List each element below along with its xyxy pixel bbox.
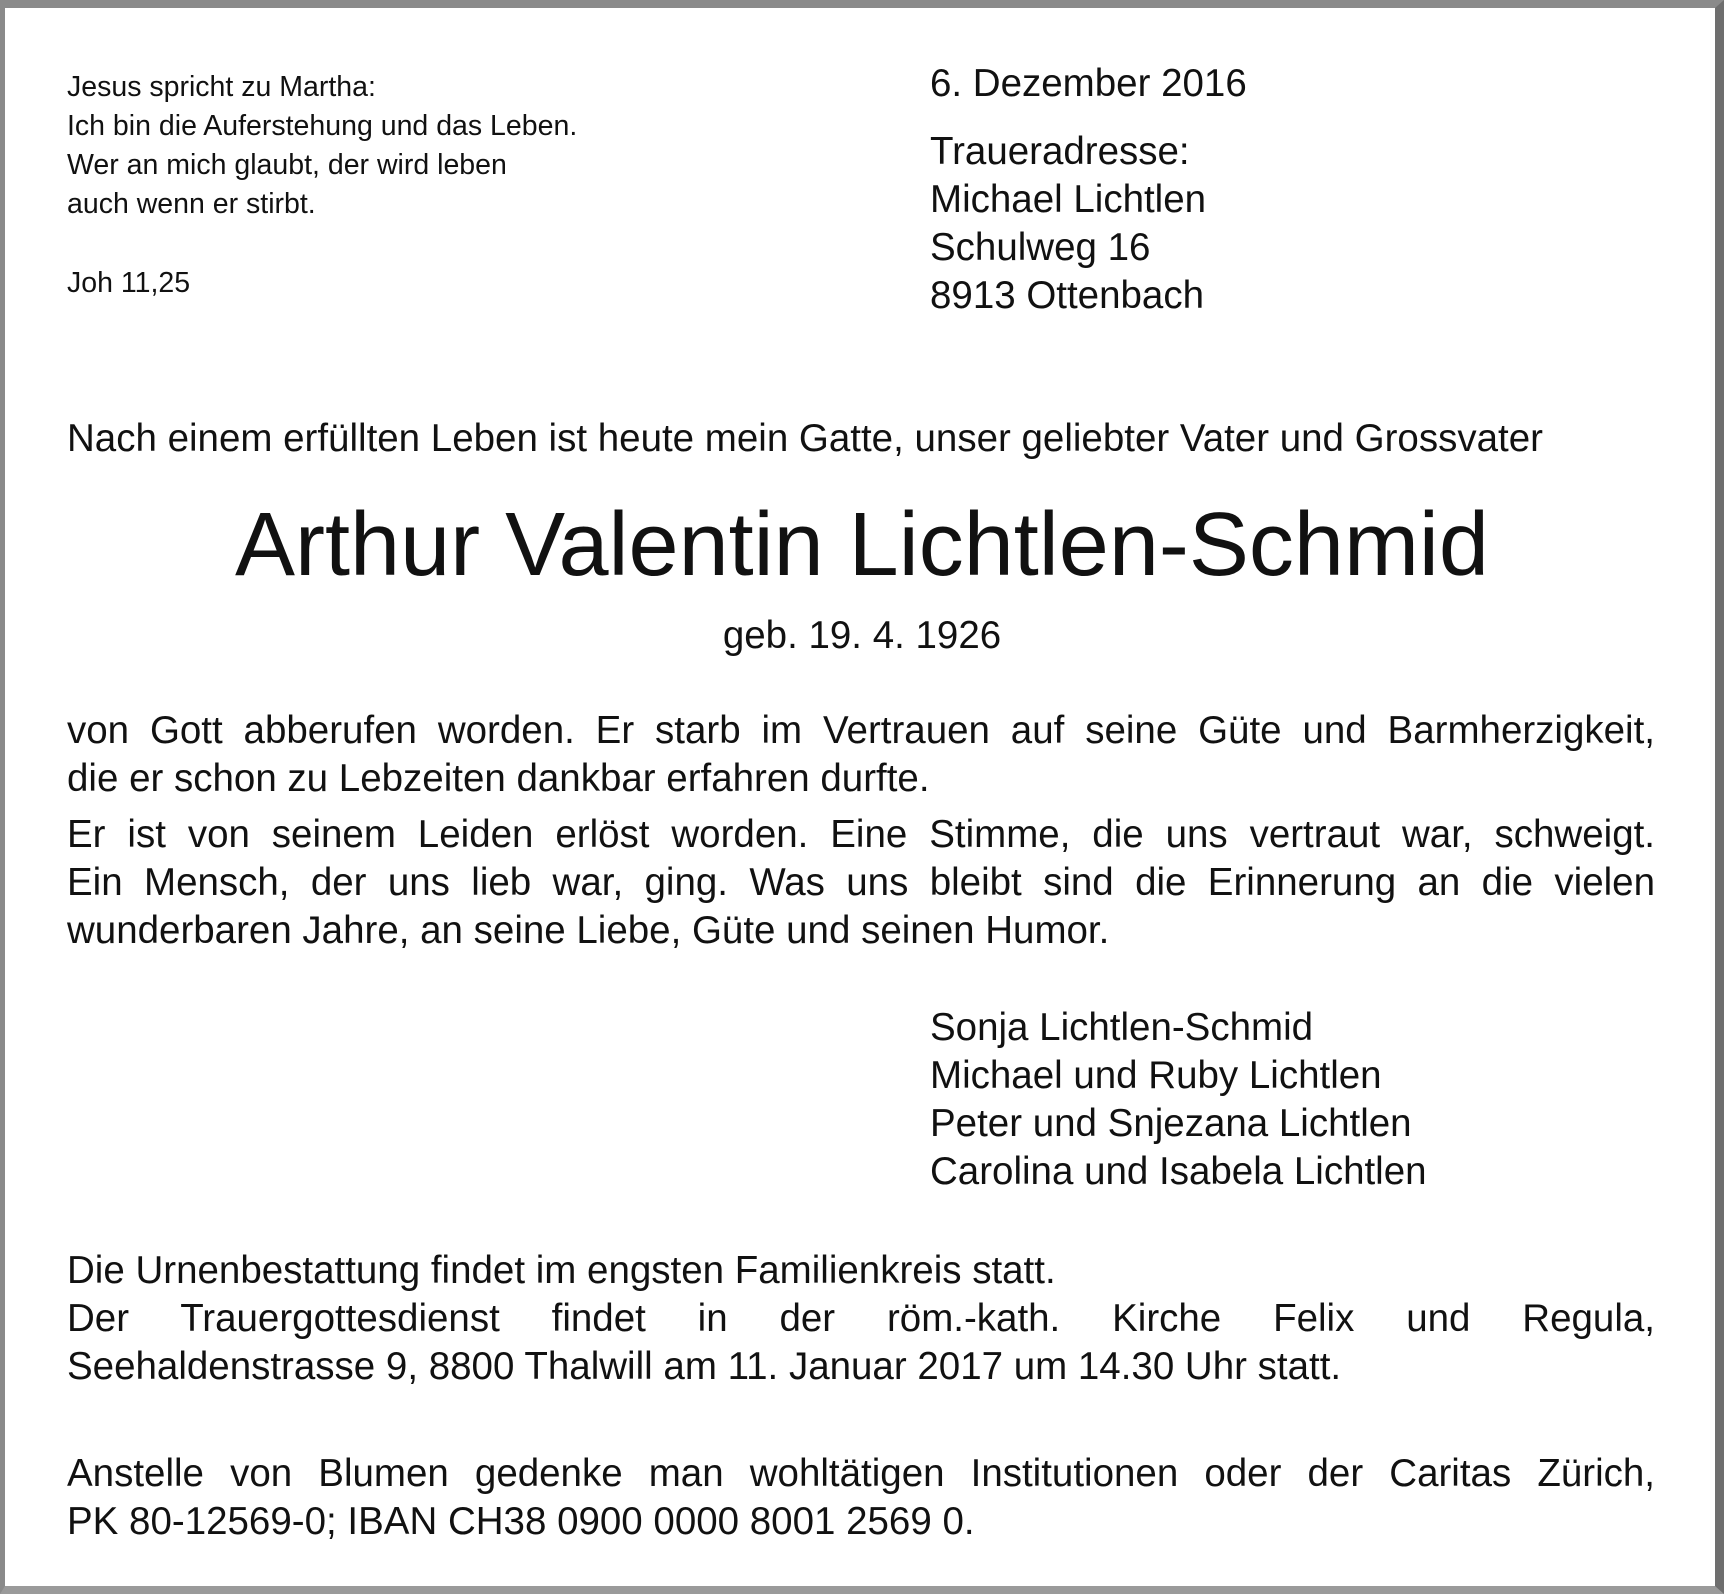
quote-line: Wer an mich glaubt, der wird leben xyxy=(67,149,507,181)
notice-date: 6. Dezember 2016 xyxy=(930,62,1247,105)
funeral-line: Seehaldenstrasse 9, 8800 Thalwill am 11. Januar 2017 um 14.30 Uhr statt. xyxy=(67,1345,1342,1388)
quote-line: auch wenn er stirbt. xyxy=(67,188,316,220)
family-signers xyxy=(930,1004,1427,1196)
address-line: 8913 Ottenbach xyxy=(930,274,1204,317)
quote-reference: Joh 11,25 xyxy=(67,267,191,299)
signer-name: Carolina und Isabela Lichtlen xyxy=(930,1150,1427,1193)
quote-line: Ich bin die Auferstehung und das Leben. xyxy=(67,110,578,142)
signer-name: Michael und Ruby Lichtlen xyxy=(930,1054,1382,1097)
paragraph-line: Er ist von seinem Leiden erlöst worden. Eine Stimme, die uns vertraut war, schweigt. xyxy=(67,813,1655,856)
signer-name: Peter und Snjezana Lichtlen xyxy=(930,1102,1412,1145)
bible-quote xyxy=(67,68,577,224)
mourning-address xyxy=(930,128,1206,320)
donation-line: Anstelle von Blumen gedenke man wohltätigen Institutionen oder der Caritas Zürich, xyxy=(67,1452,1655,1495)
donation-note xyxy=(67,1450,1655,1546)
paragraph-line: Ein Mensch, der uns lieb war, ging. Was uns bleibt sind die Erinnerung an die vielen xyxy=(67,861,1655,904)
deceased-name: Arthur Valentin Lichtlen-Schmid xyxy=(235,495,1489,595)
paragraph-line: wunderbaren Jahre, an seine Liebe, Güte und seinen Humor. xyxy=(67,909,1110,952)
address-line: Michael Lichtlen xyxy=(930,178,1207,221)
address-line: Schulweg 16 xyxy=(930,226,1151,269)
donation-line: PK 80-12569-0; IBAN CH38 0900 0000 8001 2569 0. xyxy=(67,1500,975,1543)
paragraph-line: von Gott abberufen worden. Er starb im Vertrauen auf seine Güte und Barmherzigkeit, xyxy=(67,709,1655,752)
quote-line: Jesus spricht zu Martha: xyxy=(67,71,376,103)
intro-text: Nach einem erfüllten Leben ist heute mein Gatte, unser geliebter Vater und Grossvater xyxy=(67,417,1543,460)
birth-date: geb. 19. 4. 1926 xyxy=(722,614,1002,657)
funeral-details xyxy=(67,1247,1655,1391)
paragraph-line: die er schon zu Lebzeiten dankbar erfahren durfte. xyxy=(67,757,930,800)
paragraph-calling xyxy=(67,707,1655,803)
paragraph-remembrance xyxy=(67,811,1655,955)
address-label: Traueradresse: xyxy=(930,130,1190,173)
funeral-line: Der Trauergottesdienst findet in der röm.-kath. Kirche Felix und Regula, xyxy=(67,1297,1655,1340)
signer-name: Sonja Lichtlen-Schmid xyxy=(930,1006,1314,1049)
funeral-line: Die Urnenbestattung findet im engsten Familienkreis statt. xyxy=(67,1249,1056,1292)
